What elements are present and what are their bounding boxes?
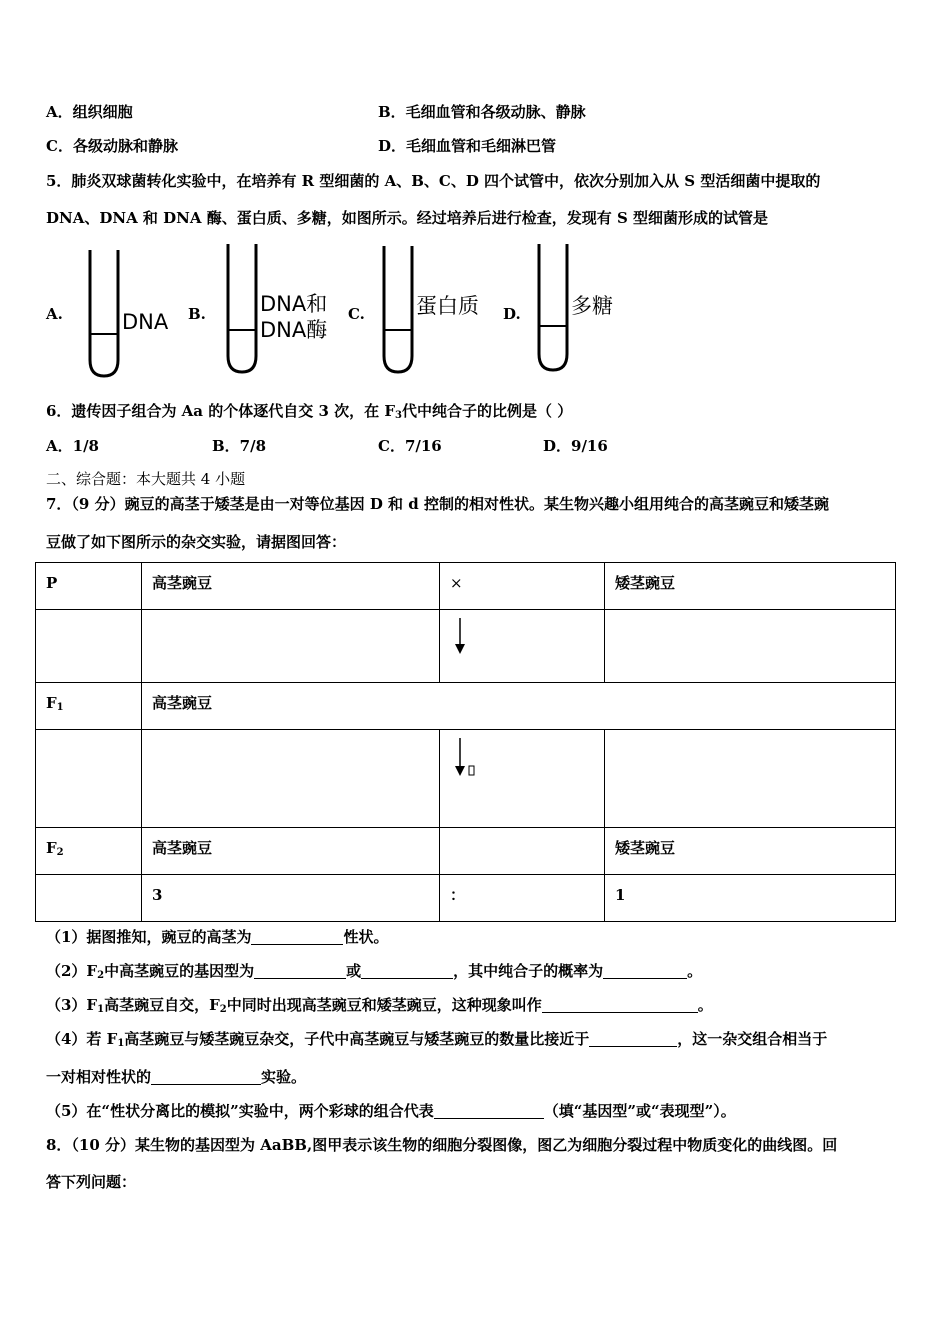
q7-sub3 [46, 995, 713, 1020]
test-tube-icon [224, 242, 260, 376]
q4-option-d: D．毛细血管和毛细淋巴管 [378, 137, 557, 155]
p-tall-pea: 高茎豌豆 [152, 574, 213, 592]
q4-option-b: B．毛细血管和各级动脉、静脉 [378, 103, 586, 121]
q6-stem [46, 401, 572, 426]
f2-tall-pea: 高茎豌豆 [152, 839, 213, 857]
q6-stem-part: 6．遗传因子组合为 Aa 的个体逐代自交 3 次，在 F [46, 402, 395, 420]
q7-sub2-text: （2）F [46, 962, 98, 980]
ratio-dwarf-value: 1 [615, 886, 626, 904]
q7-sub3-text: （3）F [46, 996, 98, 1014]
q6-option-d: D．9/16 [543, 437, 608, 455]
q7-sub2-text-4: ，其中纯合子的概率为 [453, 962, 604, 980]
ratio-tall-value: 3 [152, 886, 163, 904]
self-cross-arrow-icon [450, 736, 480, 786]
section-heading: 二、综合题：本大题共 4 小题 [46, 470, 246, 488]
f2-label-text: F [46, 839, 57, 857]
q7-sub1 [46, 927, 388, 947]
tube-option-d [503, 240, 643, 385]
table-cell-p-label [36, 563, 142, 610]
q5-stem-line1: 5．肺炎双球菌转化实验中，在培养有 R 型细菌的 A、B、C、D 四个试管中，依次分别加入从 S 型活细菌中提取的 [46, 172, 821, 190]
q7-sub4-line2 [46, 1067, 306, 1087]
table-cell [605, 610, 896, 683]
tube-option-label: C. [348, 305, 365, 323]
cross-experiment-table [35, 562, 896, 922]
table-cell-f2-label [36, 828, 142, 875]
answer-blank[interactable] [151, 1068, 261, 1085]
table-cell [142, 730, 440, 828]
table-cell-f1-label [36, 683, 142, 730]
answer-blank[interactable] [434, 1102, 544, 1119]
q7-stem-line1: 7．（9 分）豌豆的高茎于矮茎是由一对等位基因 D 和 d 控制的相对性状。某生物兴趣小组用纯合的高茎豌豆和矮茎豌 [46, 495, 829, 513]
q7-sub2-sub: 2 [97, 970, 105, 981]
tube-option-c [348, 240, 498, 385]
answer-blank[interactable] [361, 962, 453, 979]
table-cell [440, 875, 605, 922]
p-generation-label: P [46, 574, 58, 592]
q6-stem-sub: 3 [395, 410, 402, 421]
table-cell [142, 610, 440, 683]
q7-sub4-text-3: ，这一杂交组合相当于 [677, 1030, 828, 1048]
q7-sub3-text-3: 中同时出现高茎豌豆和矮茎豌豆，这种现象叫作 [226, 996, 542, 1014]
q6-option-c: C．7/16 [378, 437, 442, 455]
answer-blank[interactable] [254, 962, 346, 979]
q7-sub4 [46, 1029, 827, 1054]
table-cell [440, 828, 605, 875]
tube-option-label: B. [188, 305, 206, 323]
q7-sub2-text-2: 中高茎豌豆的基因型为 [104, 962, 255, 980]
q4-option-a: A．组织细胞 [46, 103, 133, 121]
q4-option-c: C．各级动脉和静脉 [46, 137, 178, 155]
tube-content-label-2: DNA酶 [260, 318, 328, 342]
tube-option-a [46, 240, 186, 385]
q5-stem-line2: DNA、DNA 和 DNA 酶、蛋白质、多糖，如图所示。经过培养后进行检查，发现有 S 型细菌形成的试管是 [46, 209, 769, 227]
f1-label-sub: 1 [56, 702, 64, 713]
answer-blank[interactable] [251, 928, 343, 945]
cross-symbol: × [450, 574, 463, 592]
q7-sub1-text: （1）据图推知，豌豆的高茎为 [46, 928, 252, 946]
q7-sub3-sub-2: 2 [219, 1004, 227, 1015]
f1-generation-label [46, 683, 131, 718]
tube-option-label: A. [46, 305, 63, 323]
test-tube-icon [86, 248, 122, 380]
q6-option-b: B．7/8 [212, 437, 267, 455]
test-tube-icon [535, 242, 571, 374]
table-cell [440, 563, 605, 610]
q6-stem-part-2: 代中纯合子的比例是（ ） [401, 402, 573, 420]
q7-sub1-text-2: 性状。 [343, 928, 389, 946]
f1-tall-pea: 高茎豌豆 [152, 694, 213, 712]
q7-sub2-text-3: 或 [346, 962, 362, 980]
q7-sub5-text-2: （填“基因型”或“表现型”）。 [543, 1102, 736, 1120]
q7-sub2 [46, 961, 702, 986]
table-cell [440, 610, 605, 683]
table-cell [605, 730, 896, 828]
tube-content-label: 多糖 [571, 294, 613, 318]
q7-sub3-text-2: 高茎豌豆自交，F [104, 996, 220, 1014]
q8-stem-line1: 8．（10 分）某生物的基因型为 AaBB,图甲表示该生物的细胞分裂图像，图乙为细胞分裂过程中物质变化的曲线图。回 [46, 1136, 838, 1154]
table-cell [36, 730, 142, 828]
table-cell [36, 875, 142, 922]
test-tube-icon [380, 244, 416, 376]
answer-blank[interactable] [603, 962, 687, 979]
tube-content-label: DNA [122, 310, 169, 334]
ratio-colon: ： [450, 886, 466, 904]
q7-sub4-sub: 1 [117, 1038, 125, 1049]
f2-generation-label [46, 828, 131, 863]
table-cell [142, 683, 896, 730]
q7-sub4-line2-text-2: 实验。 [261, 1068, 307, 1086]
answer-blank[interactable] [542, 996, 698, 1013]
table-cell [142, 828, 440, 875]
f2-dwarf-pea: 矮茎豌豆 [615, 839, 676, 857]
table-cell [605, 828, 896, 875]
q7-sub5-text: （5）在“性状分离比的模拟”实验中，两个彩球的组合代表 [46, 1102, 434, 1120]
answer-blank[interactable] [589, 1030, 677, 1047]
tube-option-label: D. [503, 305, 521, 323]
q7-sub4-line2-text: 一对相对性状的 [46, 1068, 152, 1086]
q7-sub3-sub: 1 [97, 1004, 105, 1015]
q7-sub3-text-4: 。 [697, 996, 713, 1014]
table-cell [142, 563, 440, 610]
table-cell [36, 610, 142, 683]
q7-sub4-text-2: 高茎豌豆与矮茎豌豆杂交，子代中高茎豌豆与矮茎豌豆的数量比接近于 [124, 1030, 590, 1048]
q6-option-a: A．1/8 [46, 437, 99, 455]
f2-label-sub: 2 [56, 847, 64, 858]
q7-sub5 [46, 1101, 736, 1121]
q7-sub4-text: （4）若 F [46, 1030, 118, 1048]
table-cell [605, 875, 896, 922]
table-cell [605, 563, 896, 610]
table-cell [142, 875, 440, 922]
q7-stem-line2: 豆做了如下图所示的杂交实验，请据图回答： [46, 533, 347, 551]
f1-label-text: F [46, 694, 57, 712]
q8-stem-line2: 答下列问题： [46, 1173, 137, 1191]
table-cell [440, 730, 605, 828]
down-arrow-icon [450, 616, 480, 666]
p-dwarf-pea: 矮茎豌豆 [615, 574, 676, 592]
q7-sub2-text-5: 。 [687, 962, 703, 980]
tube-option-b [188, 240, 348, 385]
tube-content-label: 蛋白质 [416, 294, 479, 318]
tube-content-label: DNA和 [260, 292, 328, 316]
